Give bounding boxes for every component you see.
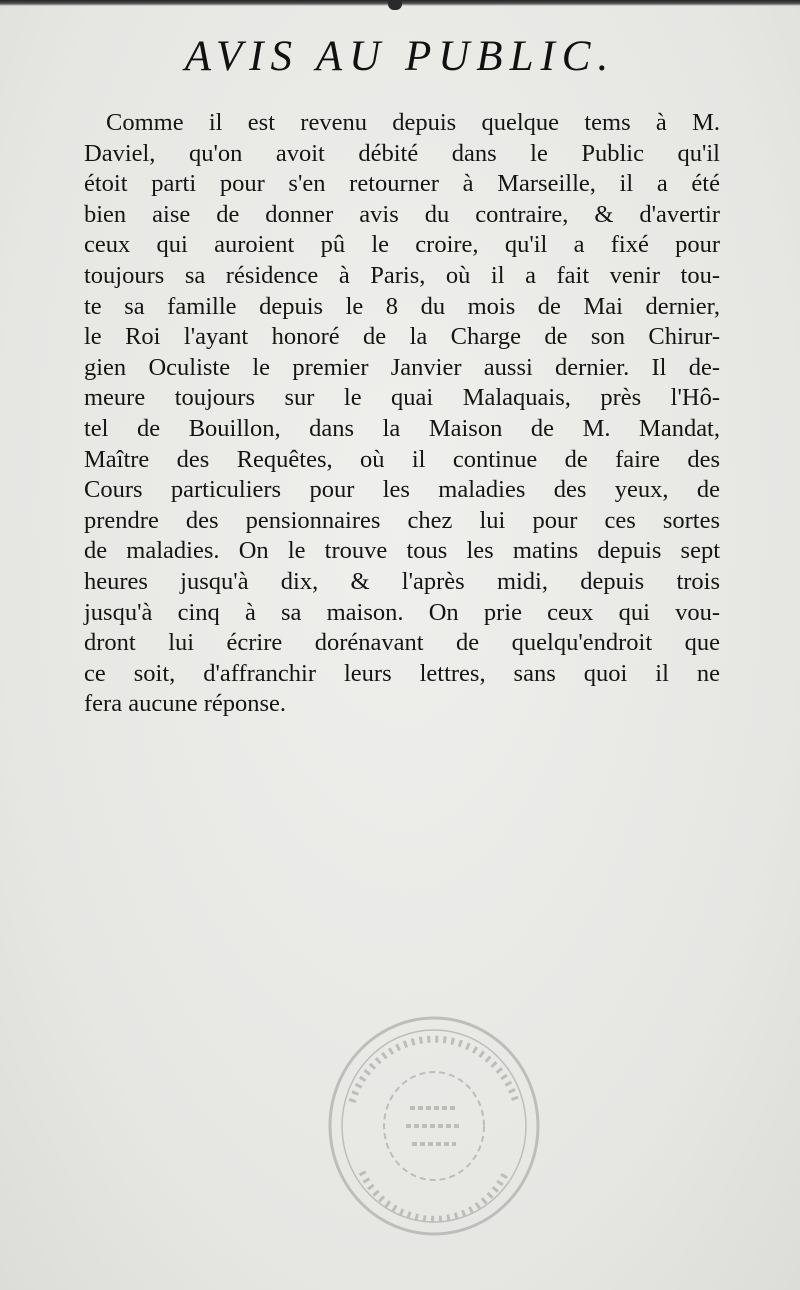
body-text [84, 108, 720, 720]
text-line: bien aise de donner avis du contraire, & d'avertir [84, 200, 720, 228]
library-stamp-icon [322, 1012, 546, 1240]
text-line: fera aucune réponse. [84, 690, 287, 718]
page-title: AVIS AU PUBLIC. [184, 33, 616, 80]
text-line: tel de Bouillon, dans la Maison de M. Mandat, [84, 414, 720, 442]
text-line: toujours sa résidence à Paris, où il a fait venir tou- [84, 261, 720, 289]
text-line: étoit parti pour s'en retourner à Marseille, il a été [84, 170, 720, 198]
text-line: heures jusqu'à dix, & l'après midi, depuis trois [84, 567, 720, 595]
text-line: jusqu'à cinq à sa maison. On prie ceux qui vou- [84, 598, 720, 626]
text-line: prendre des pensionnaires chez lui pour ces sortes [84, 506, 720, 534]
text-line: ce soit, d'affranchir leurs lettres, sans quoi il ne [84, 659, 720, 687]
text-line: Cours particuliers pour les maladies des yeux, de [84, 476, 720, 504]
text-line: Maître des Requêtes, où il continue de faire des [84, 445, 720, 473]
ink-blot-mark [388, 0, 402, 10]
text-line: le Roi l'ayant honoré de la Charge de son Chirur- [84, 323, 720, 351]
text-line: de maladies. On le trouve tous les matins depuis sept [84, 537, 720, 565]
text-line: dront lui écrire dorénavant de quelqu'endroit que [84, 629, 720, 657]
text-line: te sa famille depuis le 8 du mois de Mai dernier, [84, 292, 720, 320]
text-line: Daviel, qu'on avoit débité dans le Public qu'il [84, 139, 720, 167]
text-line: ceux qui auroient pû le croire, qu'il a fixé pour [84, 231, 720, 259]
text-line: meure toujours sur le quai Malaquais, près l'Hô- [84, 384, 720, 412]
text-line: Comme il est revenu depuis quelque tems à M. [106, 109, 720, 136]
text-line: gien Oculiste le premier Janvier aussi dernier. Il de- [84, 353, 720, 381]
